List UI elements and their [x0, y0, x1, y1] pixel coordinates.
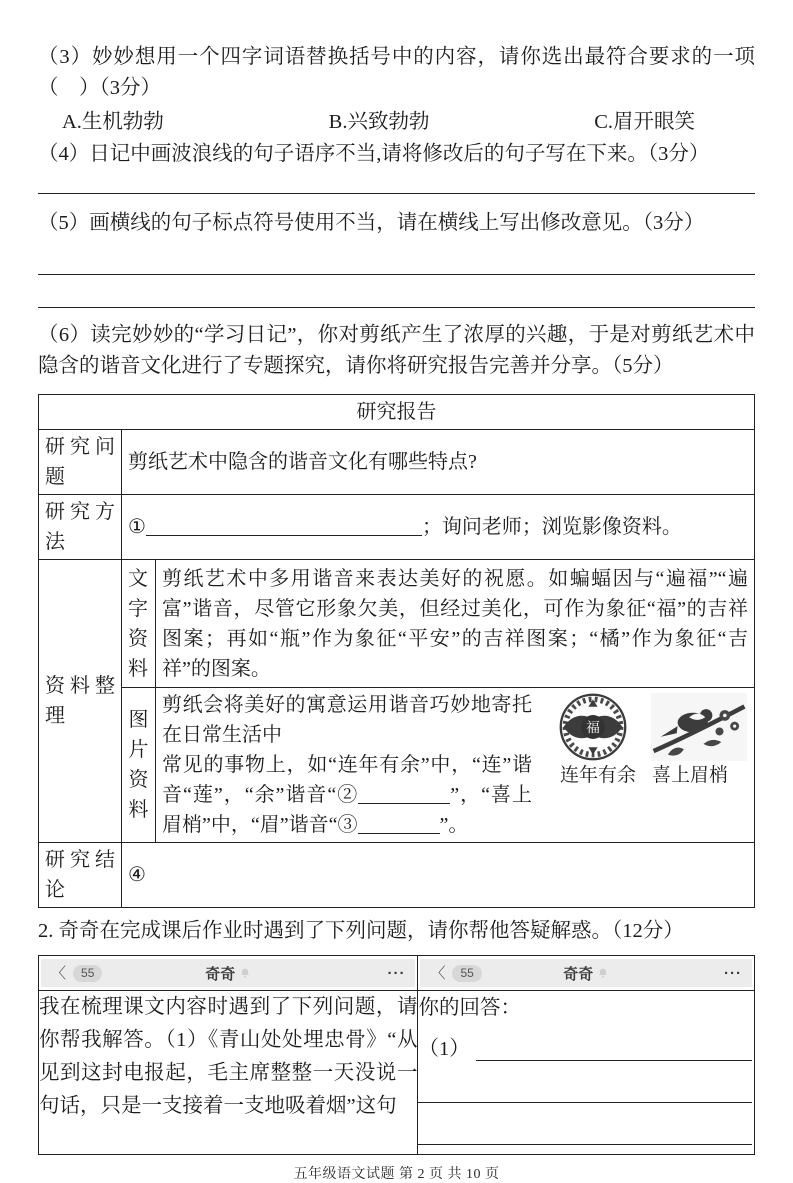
answer-blank-2 — [358, 783, 450, 804]
question-3-options — [38, 104, 755, 139]
papercut-xishangmeishao-image — [650, 692, 748, 762]
unread-count-badge: 55 — [73, 965, 102, 982]
report-row-label-method: 研 究 方 法 — [39, 495, 122, 560]
mute-icon — [239, 967, 251, 979]
text-data-content: 剪纸艺术中多用谐音来表达美好的祝愿。如蝙蝠因与“遍福”“遍富”谐音，尽管它形象欠美，但经过美化，可作为象征“福”的吉祥图案；再如“瓶”作为象征“平安”的吉祥图案；“橘”作为象征“吉祥”的图案。 — [156, 560, 755, 688]
more-icon: ··· — [387, 964, 406, 982]
papercut-caption-2: 喜上眉梢 — [652, 765, 729, 786]
answer-line — [418, 1103, 752, 1145]
reply-item-1: （1） — [418, 1025, 754, 1061]
report-conclusion-content: ④ — [122, 843, 755, 908]
answer-line — [38, 170, 755, 194]
question-6-text: （6）读完妙妙的“学习日记”，你对剪纸产生了浓厚的兴趣，于是对剪纸艺术中隐含的谐音文化进行了专题探究，请你将研究报告完善并分享。（5分） — [38, 324, 755, 377]
report-row-label-question: 研 究 问 题 — [39, 430, 122, 495]
chat-title: 奇奇 — [205, 965, 236, 983]
answer-blank-1 — [146, 515, 422, 536]
reply-label: 你的回答： — [418, 997, 521, 1019]
answer-line — [38, 251, 755, 275]
page-footer: 五年级语文试题 第 2 页 共 10 页 — [293, 1167, 500, 1182]
image-data-sublabel: 图片资料 — [122, 688, 156, 843]
answer-line — [476, 1025, 752, 1061]
chat-right-header — [418, 956, 755, 991]
chat-panels — [38, 955, 755, 1155]
chat-left-message: 我在梳理课文内容时遇到了下列问题，请你帮我解答。（1）《青山处处埋忠骨》“从见到这封电报起，毛主席整整一天没说一句话，只是一支接着一支地吸着烟”这句 — [39, 996, 418, 1117]
chat-left-body — [39, 991, 418, 1155]
answer-blank-3 — [358, 813, 440, 834]
question-3-text: （3）妙妙想用一个四字词语替换括号中的内容，请你选出最符合要求的一项（ ）（3分） — [38, 46, 755, 99]
papercut-figures — [540, 692, 748, 790]
report-row-label-data: 资 料 整 理 — [39, 560, 122, 843]
back-chevron-icon: 〈 — [430, 964, 446, 982]
research-report-table — [38, 394, 755, 908]
image-data-text: 剪纸会将美好的寓意运用谐音巧妙地寄托在日常生活中 常见的事物上，如“连年有余”中，“连”谐音“莲”，“余”谐音“② ”，“喜上眉梢”中，“眉”谐音“③ ”。 — [162, 694, 532, 836]
blank-marker-1: ① — [128, 516, 146, 538]
text-data-sublabel: 文字资料 — [122, 560, 156, 688]
report-title: 研究报告 — [39, 395, 755, 430]
mute-icon — [597, 967, 609, 979]
answer-line — [38, 275, 755, 308]
method-suffix: ；询问老师；浏览影像资料。 — [421, 516, 682, 538]
question-4-text: （4）日记中画波浪线的句子语序不当,请将修改后的句子写在下来。（3分） — [38, 143, 710, 165]
chat-right-body — [418, 991, 755, 1155]
back-chevron-icon: 〈 — [51, 964, 67, 982]
question-2-text: 2. 奇奇在完成课后作业时遇到了下列问题，请你帮他答疑解惑。（12分） — [38, 920, 684, 942]
papercut-liannianyouyu-image — [546, 692, 640, 762]
svg-text:福: 福 — [586, 720, 600, 736]
chat-title: 奇奇 — [563, 965, 594, 983]
papercut-caption-1: 连年有余 — [559, 765, 636, 786]
report-method-content — [122, 495, 755, 560]
chat-left-header — [39, 956, 418, 991]
unread-count-badge: 55 — [452, 965, 481, 982]
report-question-content: 剪纸艺术中隐含的谐音文化有哪些特点? — [122, 430, 755, 495]
more-icon: ··· — [724, 964, 743, 982]
question-5-text: （5）画横线的句子标点符号使用不当，请在横线上写出修改意见。（3分） — [38, 212, 705, 234]
answer-line — [418, 1061, 752, 1103]
report-row-label-conclusion: 研 究 结 论 — [39, 843, 122, 908]
option-c: C.眉开眼笑 — [594, 111, 695, 133]
option-b: B.兴致勃勃 — [328, 111, 430, 133]
image-data-content — [156, 688, 755, 843]
option-a: A.生机勃勃 — [62, 111, 164, 133]
